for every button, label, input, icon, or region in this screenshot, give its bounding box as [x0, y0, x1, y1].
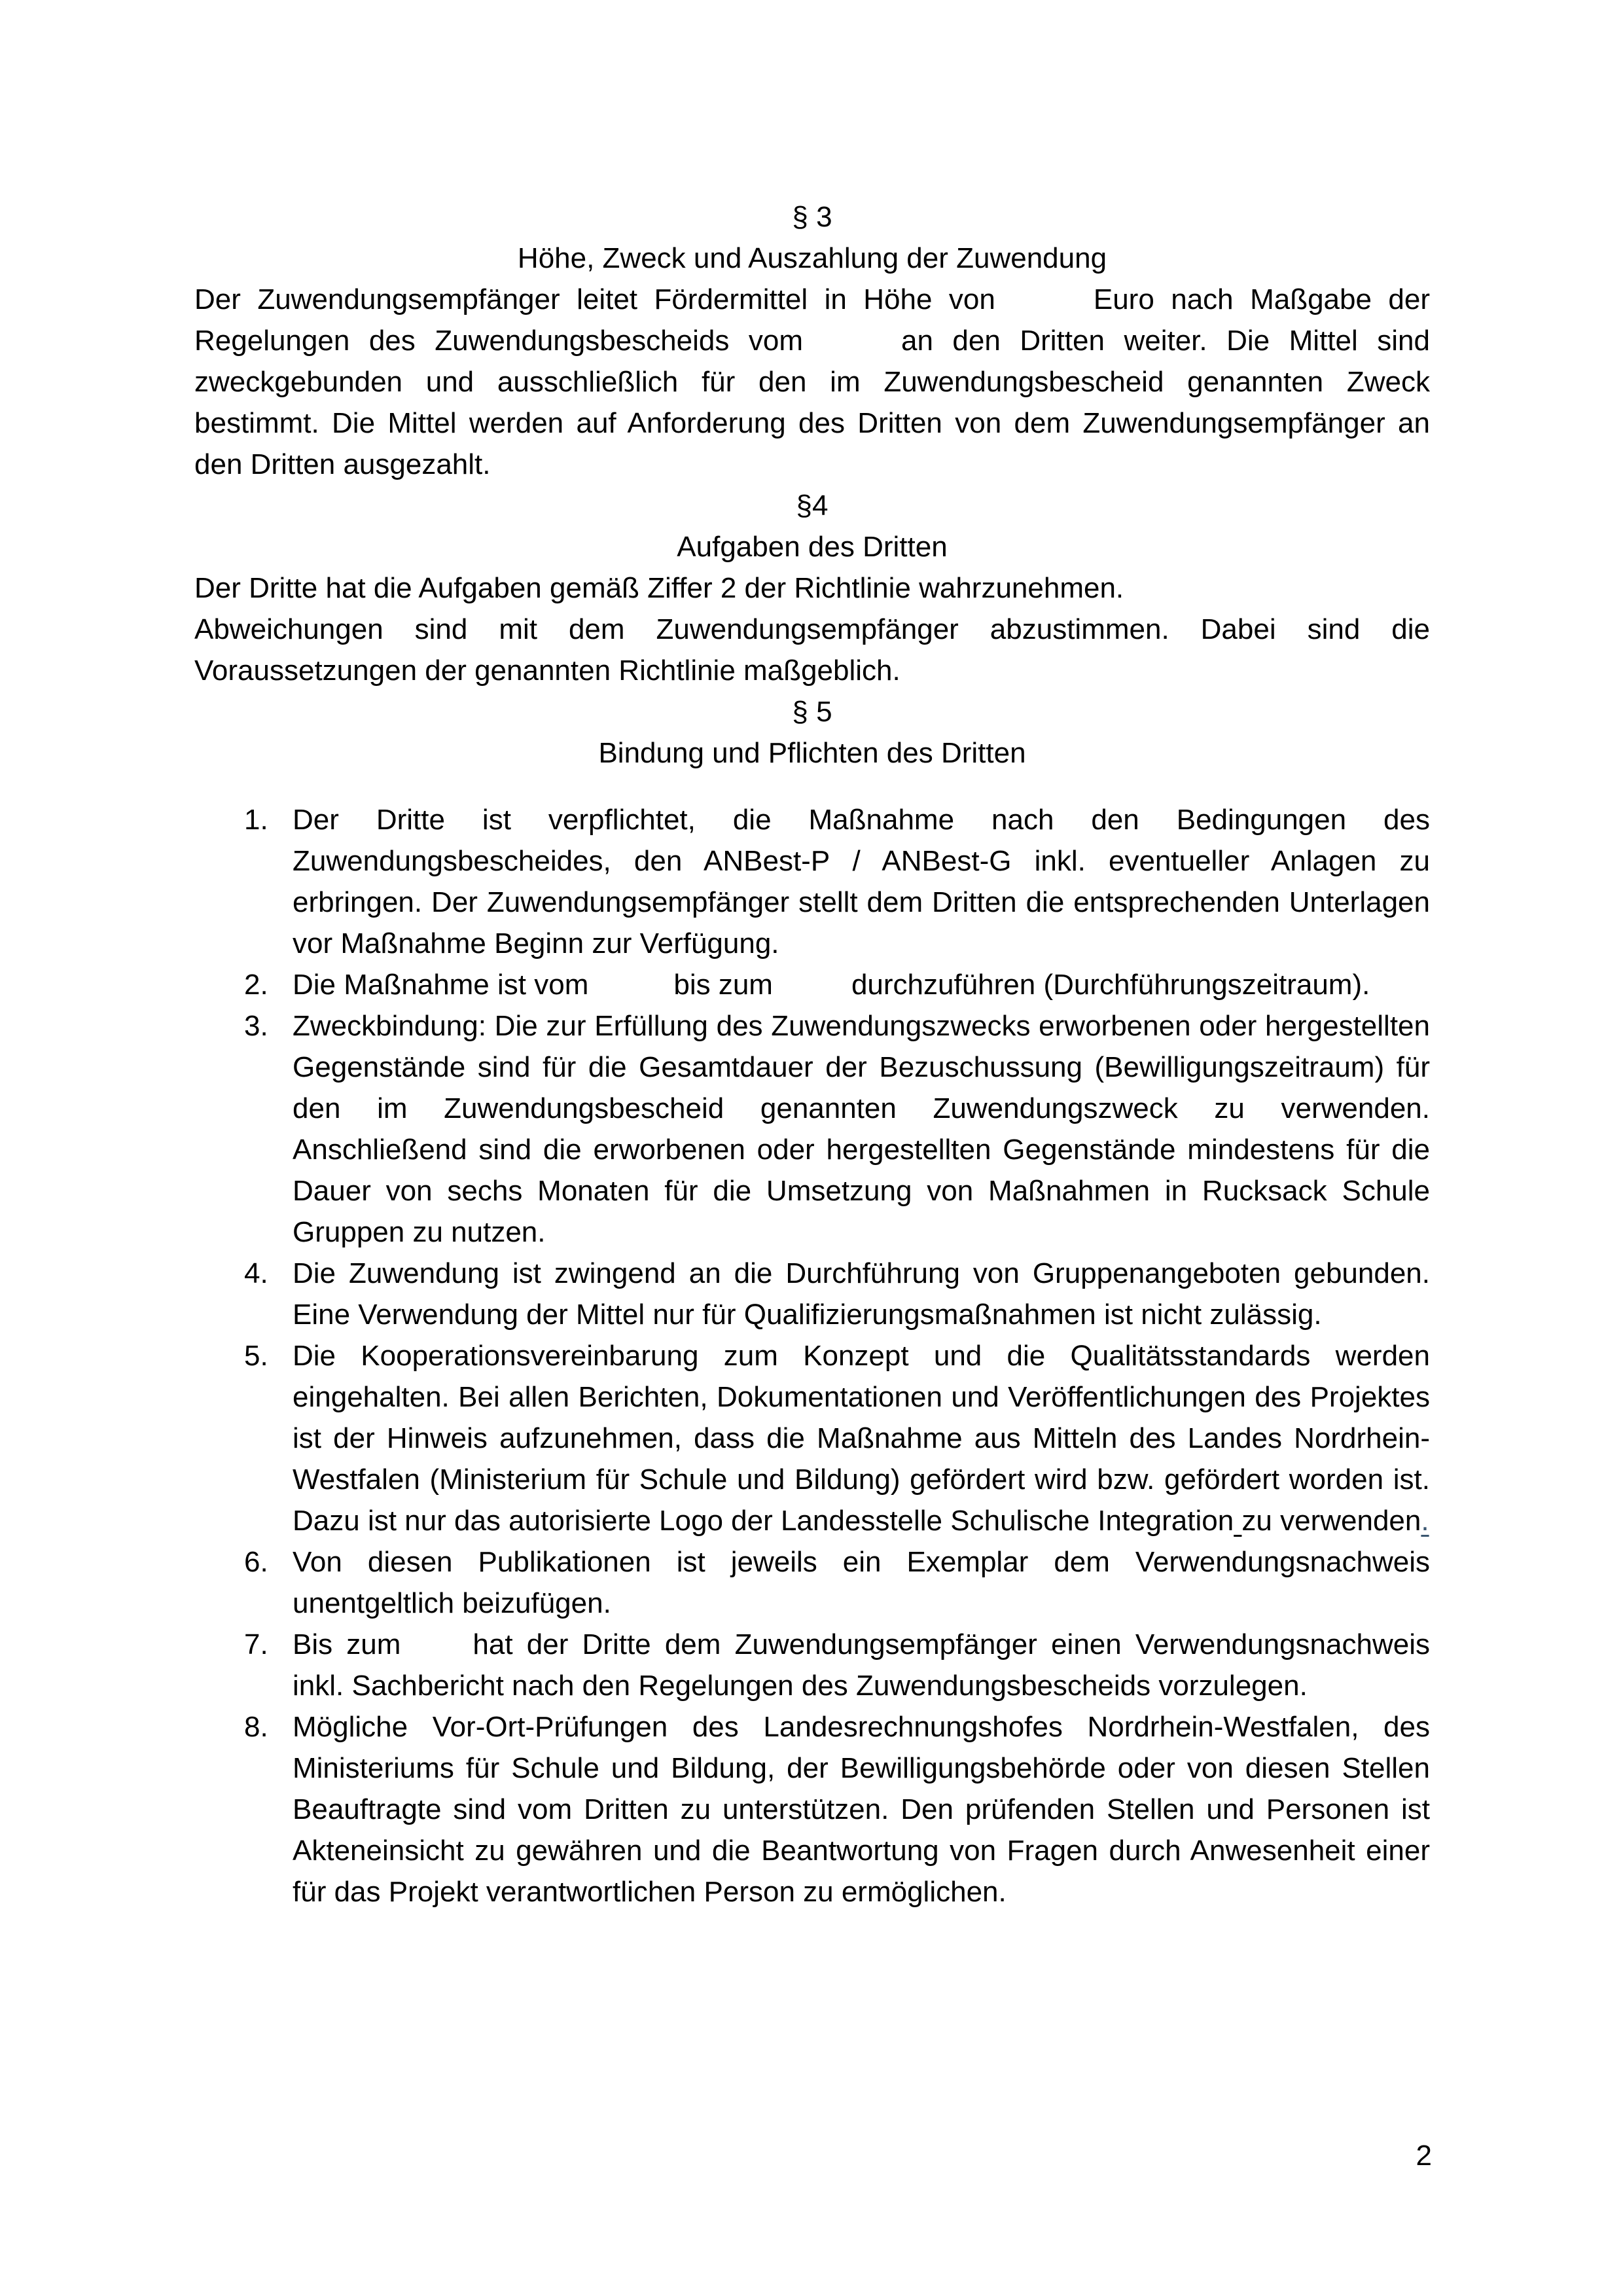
- section-4-mark: §4: [796, 490, 829, 522]
- list-item: [194, 799, 1430, 964]
- list-item: [194, 1335, 1430, 1541]
- list-item-number: 5.: [244, 1340, 268, 1372]
- list-item-text: Die Maßnahme ist vom bis zum durchzuführen (Durchführungszeitraum).: [293, 969, 1370, 1001]
- list-item-number: 8.: [244, 1711, 268, 1743]
- section-4-paragraph-2: Abweichungen sind mit dem Zuwendungsempfänger abzustimmen. Dabei sind die Voraussetzungen der genannten Richtlinie maßgeblich.: [194, 613, 1430, 687]
- page-number: 2: [1416, 2140, 1432, 2172]
- tracked-change-insertion: .: [1421, 1505, 1429, 1537]
- blank-fill-in-space: [401, 1653, 473, 1654]
- list-item-text: Der Dritte ist verpflichtet, die Maßnahme nach den Bedingungen des Zuwendungsbescheides, den ANBest-P / ANBest-G inkl. eventueller Anlagen zu erbringen. Der Zuwendungsempfänger stellt dem Dritten die entsprechenden Unterlagen vor Maßnahme Beginn zur Verfügung.: [293, 804, 1430, 960]
- list-item-number: 7.: [244, 1628, 268, 1660]
- list-item: [194, 1706, 1430, 1912]
- section-4-paragraph-1: Der Dritte hat die Aufgaben gemäß Ziffer 2 der Richtlinie wahrzunehmen.: [194, 572, 1124, 604]
- list-item-number: 2.: [244, 969, 268, 1001]
- section-3-mark: § 3: [792, 201, 832, 233]
- document-content: [194, 196, 1430, 1912]
- blank-fill-in-space: [995, 308, 1094, 309]
- list-item: [194, 964, 1430, 1005]
- list-item-text: Die Kooperationsvereinbarung zum Konzept und die Qualitätsstandards werden eingehalten. Bei allen Berichten, Dokumentationen und Veröffentlichungen des Projektes ist der Hinweis aufzunehmen, dass die Maßnahme aus Mitteln des Landes Nordrhein-Westfalen (Ministerium für Schule und Bildung) gefördert wird bzw. gefördert worden ist. Dazu ist nur das autorisierte Logo der Landesstelle Schulische Integration zu verwenden.: [293, 1340, 1430, 1537]
- list-item: [194, 1541, 1430, 1624]
- section-3-paragraph: Der Zuwendungsempfänger leitet Fördermittel in Höhe von Euro nach Maßgabe der Regelungen des Zuwendungsbescheids vom an den Dritten weiter. Die Mittel sind zweckgebunden und ausschließlich für den im Zuwendungsbescheid genannten Zweck bestimmt. Die Mittel werden auf Anforderung des Dritten von dem Zuwendungsempfänger an den Dritten ausgezahlt.: [194, 283, 1430, 480]
- section-4-title: Aufgaben des Dritten: [677, 531, 948, 563]
- list-item-number: 4.: [244, 1257, 268, 1289]
- list-item-number: 3.: [244, 1010, 268, 1042]
- list-item-text: Zweckbindung: Die zur Erfüllung des Zuwendungszwecks erworbenen oder hergestellten Gegenstände sind für die Gesamtdauer der Bezuschussung (Bewilligungszeitraum) für den im Zuwendungsbescheid genannten Zuwendungszweck zu verwenden. Anschließend sind die erworbenen oder hergestellten Gegenstände mindestens für die Dauer von sechs Monaten für die Umsetzung von Maßnahmen in Rucksack Schule Gruppen zu nutzen.: [293, 1010, 1430, 1248]
- list-item-text: Mögliche Vor-Ort-Prüfungen des Landesrechnungshofes Nordrhein-Westfalen, des Ministeriums für Schule und Bildung, der Bewilligungsbehörde oder von diesen Stellen Beauftragte sind vom Dritten zu unterstützen. Den prüfenden Stellen und Personen ist Akteneinsicht zu gewähren und die Beantwortung von Fragen durch Anwesenheit einer für das Projekt verantwortlichen Person zu ermöglichen.: [293, 1711, 1430, 1908]
- list-item-text: Von diesen Publikationen ist jeweils ein Exemplar dem Verwendungsnachweis unentgeltlich beizufügen.: [293, 1546, 1430, 1619]
- tracked-change-insertion: [1234, 1505, 1241, 1537]
- list-item: [194, 1253, 1430, 1335]
- list-item: [194, 1005, 1430, 1253]
- section-5-mark: § 5: [792, 696, 832, 728]
- list-item-number: 1.: [244, 804, 268, 836]
- list-item: [194, 1624, 1430, 1706]
- list-item-text: Die Zuwendung ist zwingend an die Durchführung von Gruppenangeboten gebunden. Eine Verwendung der Mittel nur für Qualifizierungsmaßnahmen ist nicht zulässig.: [293, 1257, 1430, 1331]
- list-item-text: Bis zum hat der Dritte dem Zuwendungsempfänger einen Verwendungsnachweis inkl. Sachbericht nach den Regelungen des Zuwendungsbescheids vorzulegen.: [293, 1628, 1430, 1702]
- section-5-title: Bindung und Pflichten des Dritten: [598, 737, 1026, 769]
- obligations-list: [194, 799, 1430, 1912]
- list-item-number: 6.: [244, 1546, 268, 1578]
- section-3-title: Höhe, Zweck und Auszahlung der Zuwendung: [517, 242, 1107, 274]
